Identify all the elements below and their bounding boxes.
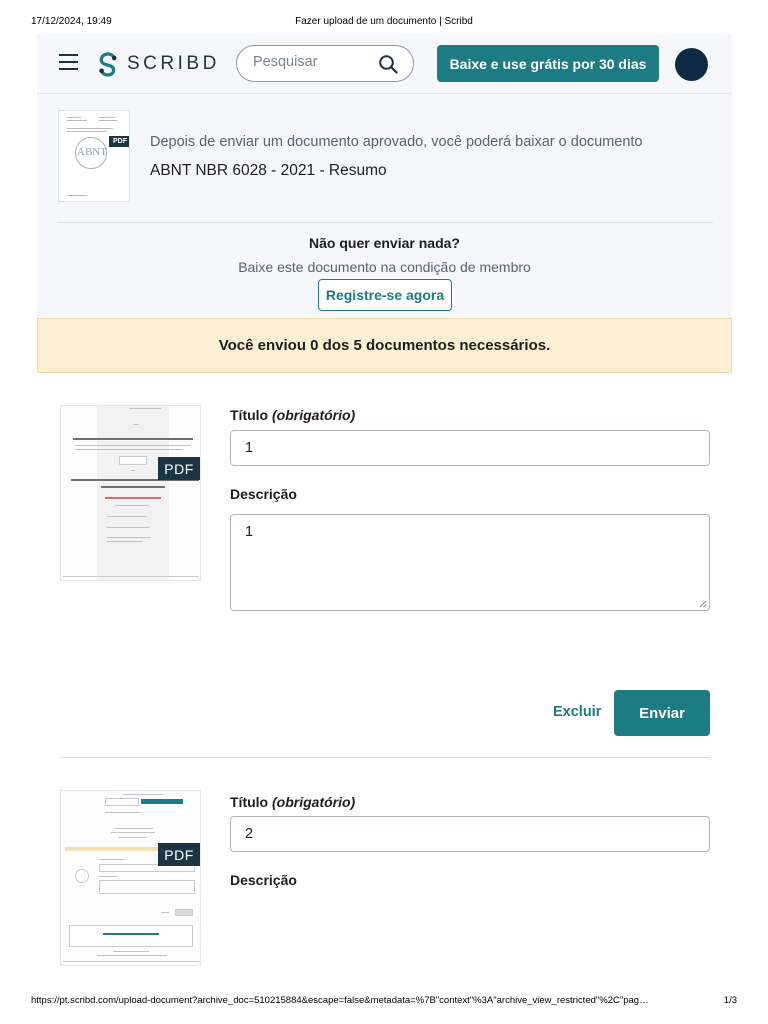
- send-button[interactable]: Enviar: [614, 690, 710, 736]
- print-page-number: 1/3: [723, 995, 737, 1006]
- print-page-title: Fazer upload de um documento | Scribd: [295, 16, 473, 27]
- title-label-1: Título (obrigatório): [230, 407, 356, 423]
- search-box[interactable]: [236, 45, 414, 82]
- hamburger-menu-icon[interactable]: [59, 54, 79, 72]
- delete-button[interactable]: Excluir: [553, 704, 602, 720]
- print-url: https://pt.scribd.com/upload-document?archive_doc=510215884&escape=false&metadata=%7B"context"%3A"archive_view_restricted"%2C"pag…: [31, 995, 649, 1006]
- print-header: [0, 16, 768, 30]
- doc-thumb-seal-text: ABNT: [77, 146, 107, 158]
- title-label-2: Título (obrigatório): [230, 794, 356, 810]
- no-upload-title: Não quer enviar nada?: [309, 235, 460, 251]
- title-input-1[interactable]: [230, 430, 710, 466]
- scribd-logo[interactable]: [97, 51, 220, 77]
- description-value-1: 1: [245, 524, 254, 540]
- logo-text: SCRIBD: [127, 53, 220, 74]
- register-button[interactable]: Registre-se agora: [318, 279, 452, 311]
- pdf-badge: PDF: [158, 843, 200, 866]
- pdf-badge-small: PDF: [109, 136, 130, 147]
- resize-grip-icon[interactable]: [699, 600, 707, 608]
- document-name: ABNT NBR 6028 - 2021 - Resumo: [150, 162, 387, 179]
- description-textarea-1[interactable]: [230, 514, 710, 611]
- search-icon[interactable]: [378, 54, 398, 74]
- required-marker: (obrigatório): [272, 794, 356, 810]
- panel-divider: [57, 222, 713, 223]
- member-note: Baixe este documento na condição de membro: [238, 259, 531, 275]
- banner-text: Você enviou 0 dos 5 documentos necessários.: [218, 337, 551, 354]
- upload-thumbnail-1: [60, 405, 201, 581]
- upload-item-divider: [60, 757, 710, 758]
- required-marker: (obrigatório): [272, 407, 356, 423]
- scribd-logo-icon: [97, 51, 119, 77]
- description-label-1: Descrição: [230, 486, 297, 502]
- user-avatar[interactable]: [675, 48, 708, 81]
- upload-thumbnail-2: [60, 790, 201, 966]
- pdf-badge: PDF: [158, 457, 200, 480]
- upload-progress-banner: [37, 318, 732, 373]
- document-thumbnail: [58, 110, 130, 202]
- print-datetime: 17/12/2024, 19:49: [31, 16, 112, 27]
- title-input-2[interactable]: [230, 816, 710, 852]
- description-label-2: Descrição: [230, 872, 297, 888]
- top-navigation-bar: [37, 34, 732, 94]
- free-trial-button[interactable]: Baixe e use grátis por 30 dias: [437, 45, 659, 82]
- search-input[interactable]: [253, 54, 373, 70]
- upload-info-panel: [37, 94, 732, 318]
- approved-note: Depois de enviar um documento aprovado, você poderá baixar o documento: [150, 134, 643, 150]
